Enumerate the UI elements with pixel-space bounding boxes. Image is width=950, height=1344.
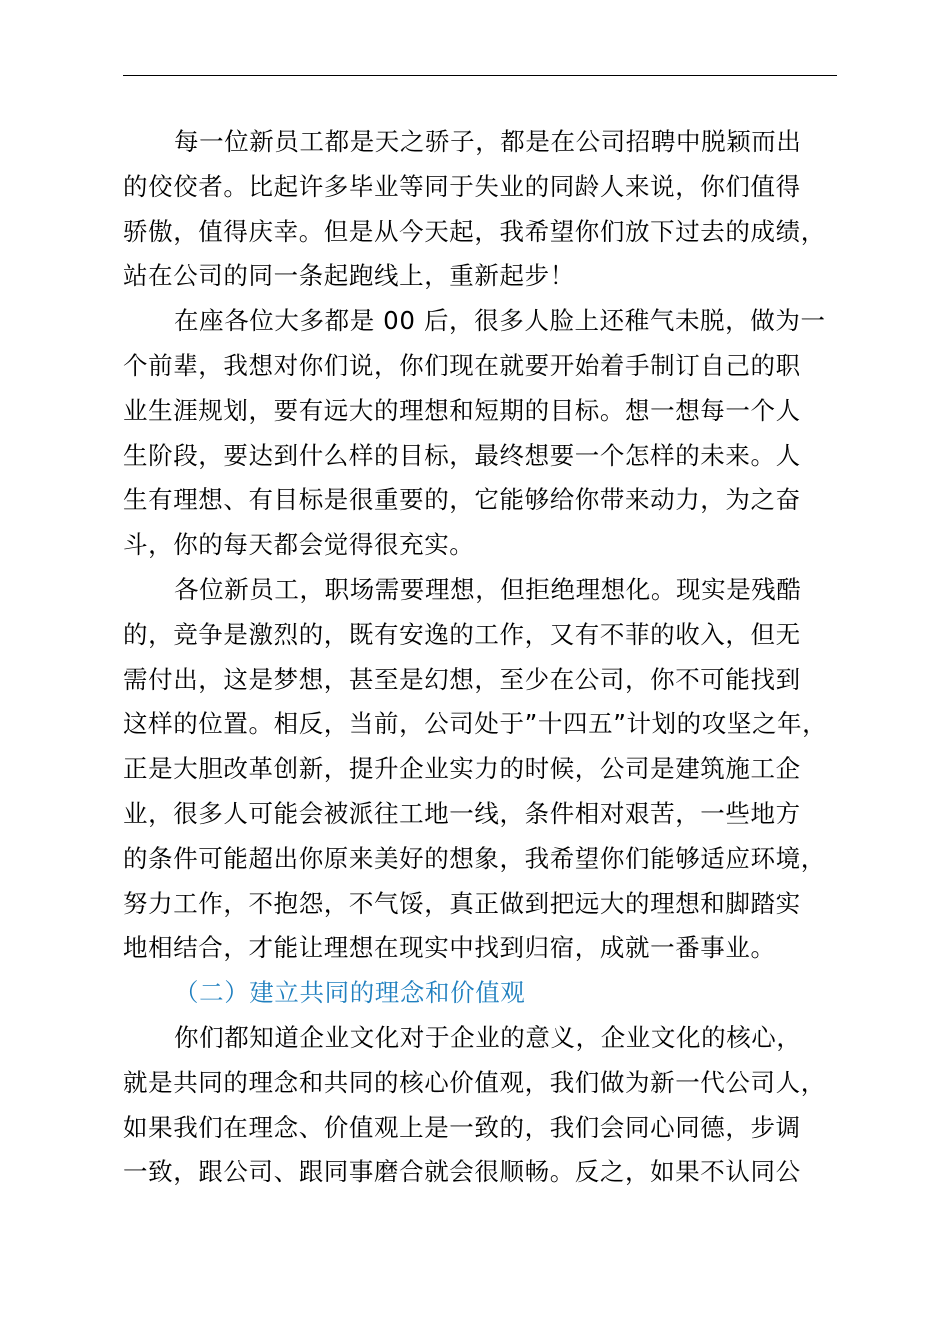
paragraph-line: 骄傲，值得庆幸。但是从今天起，我希望你们放下过去的成绩， — [123, 216, 826, 246]
section-heading: （二）建立共同的理念和价值观 — [174, 978, 526, 1008]
document-body — [123, 120, 863, 1195]
paragraph-line: 这样的位置。相反，当前，公司处于”十四五”计划的攻坚之年， — [123, 709, 828, 739]
paragraph-line: 站在公司的同一条起跑线上，重新起步！ — [123, 261, 575, 291]
paragraph-line: 的佼佼者。比起许多毕业等同于失业的同龄人来说，你们值得 — [123, 171, 801, 201]
paragraph-line: 个前辈，我想对你们说，你们现在就要开始着手制订自己的职 — [123, 350, 801, 380]
paragraph-line: 斗，你的每天都会觉得很充实。 — [123, 530, 475, 560]
paragraph-first-line: 每一位新员工都是天之骄子，都是在公司招聘中脱颖而出 — [174, 127, 802, 156]
paragraph-line: 就是共同的理念和共同的核心价值观，我们做为新一代公司人， — [123, 1067, 826, 1097]
paragraph-first-line: 在座各位大多都是 00 后，很多人脸上还稚气未脱，做为一 — [174, 306, 826, 336]
paragraph-line: 如果我们在理念、价值观上是一致的，我们会同心同德，步调 — [123, 1112, 801, 1142]
paragraph-first-line: 各位新员工，职场需要理想，但拒绝理想化。现实是残酷 — [174, 574, 802, 604]
paragraph-first-line: 你们都知道企业文化对于企业的意义，企业文化的核心， — [174, 1022, 802, 1052]
header-rule — [123, 75, 837, 76]
paragraph-line: 生阶段，要达到什么样的目标，最终想要一个怎样的未来。人 — [123, 440, 801, 470]
paragraph-line: 努力工作，不抱怨，不气馁，真正做到把远大的理想和脚踏实 — [123, 888, 801, 918]
paragraph-line: 生有理想、有目标是很重要的，它能够给你带来动力，为之奋 — [123, 485, 801, 515]
paragraph-line: 地相结合，才能让理想在现实中找到归宿，成就一番事业。 — [123, 933, 776, 963]
paragraph-line: 的，竞争是激烈的，既有安逸的工作，又有不菲的收入，但无 — [123, 619, 801, 649]
paragraph-line: 需付出，这是梦想，甚至是幻想，至少在公司，你不可能找到 — [123, 664, 801, 694]
paragraph-line: 业，很多人可能会被派往工地一线，条件相对艰苦，一些地方 — [123, 798, 801, 828]
paragraph-line: 业生涯规划，要有远大的理想和短期的目标。想一想每一个人 — [123, 395, 801, 425]
paragraph-line: 一致，跟公司、跟同事磨合就会很顺畅。反之，如果不认同公 — [123, 1157, 801, 1187]
paragraph-line: 的条件可能超出你原来美好的想象，我希望你们能够适应环境， — [123, 843, 826, 873]
paragraph-line: 正是大胆改革创新，提升企业实力的时候，公司是建筑施工企 — [123, 754, 801, 784]
